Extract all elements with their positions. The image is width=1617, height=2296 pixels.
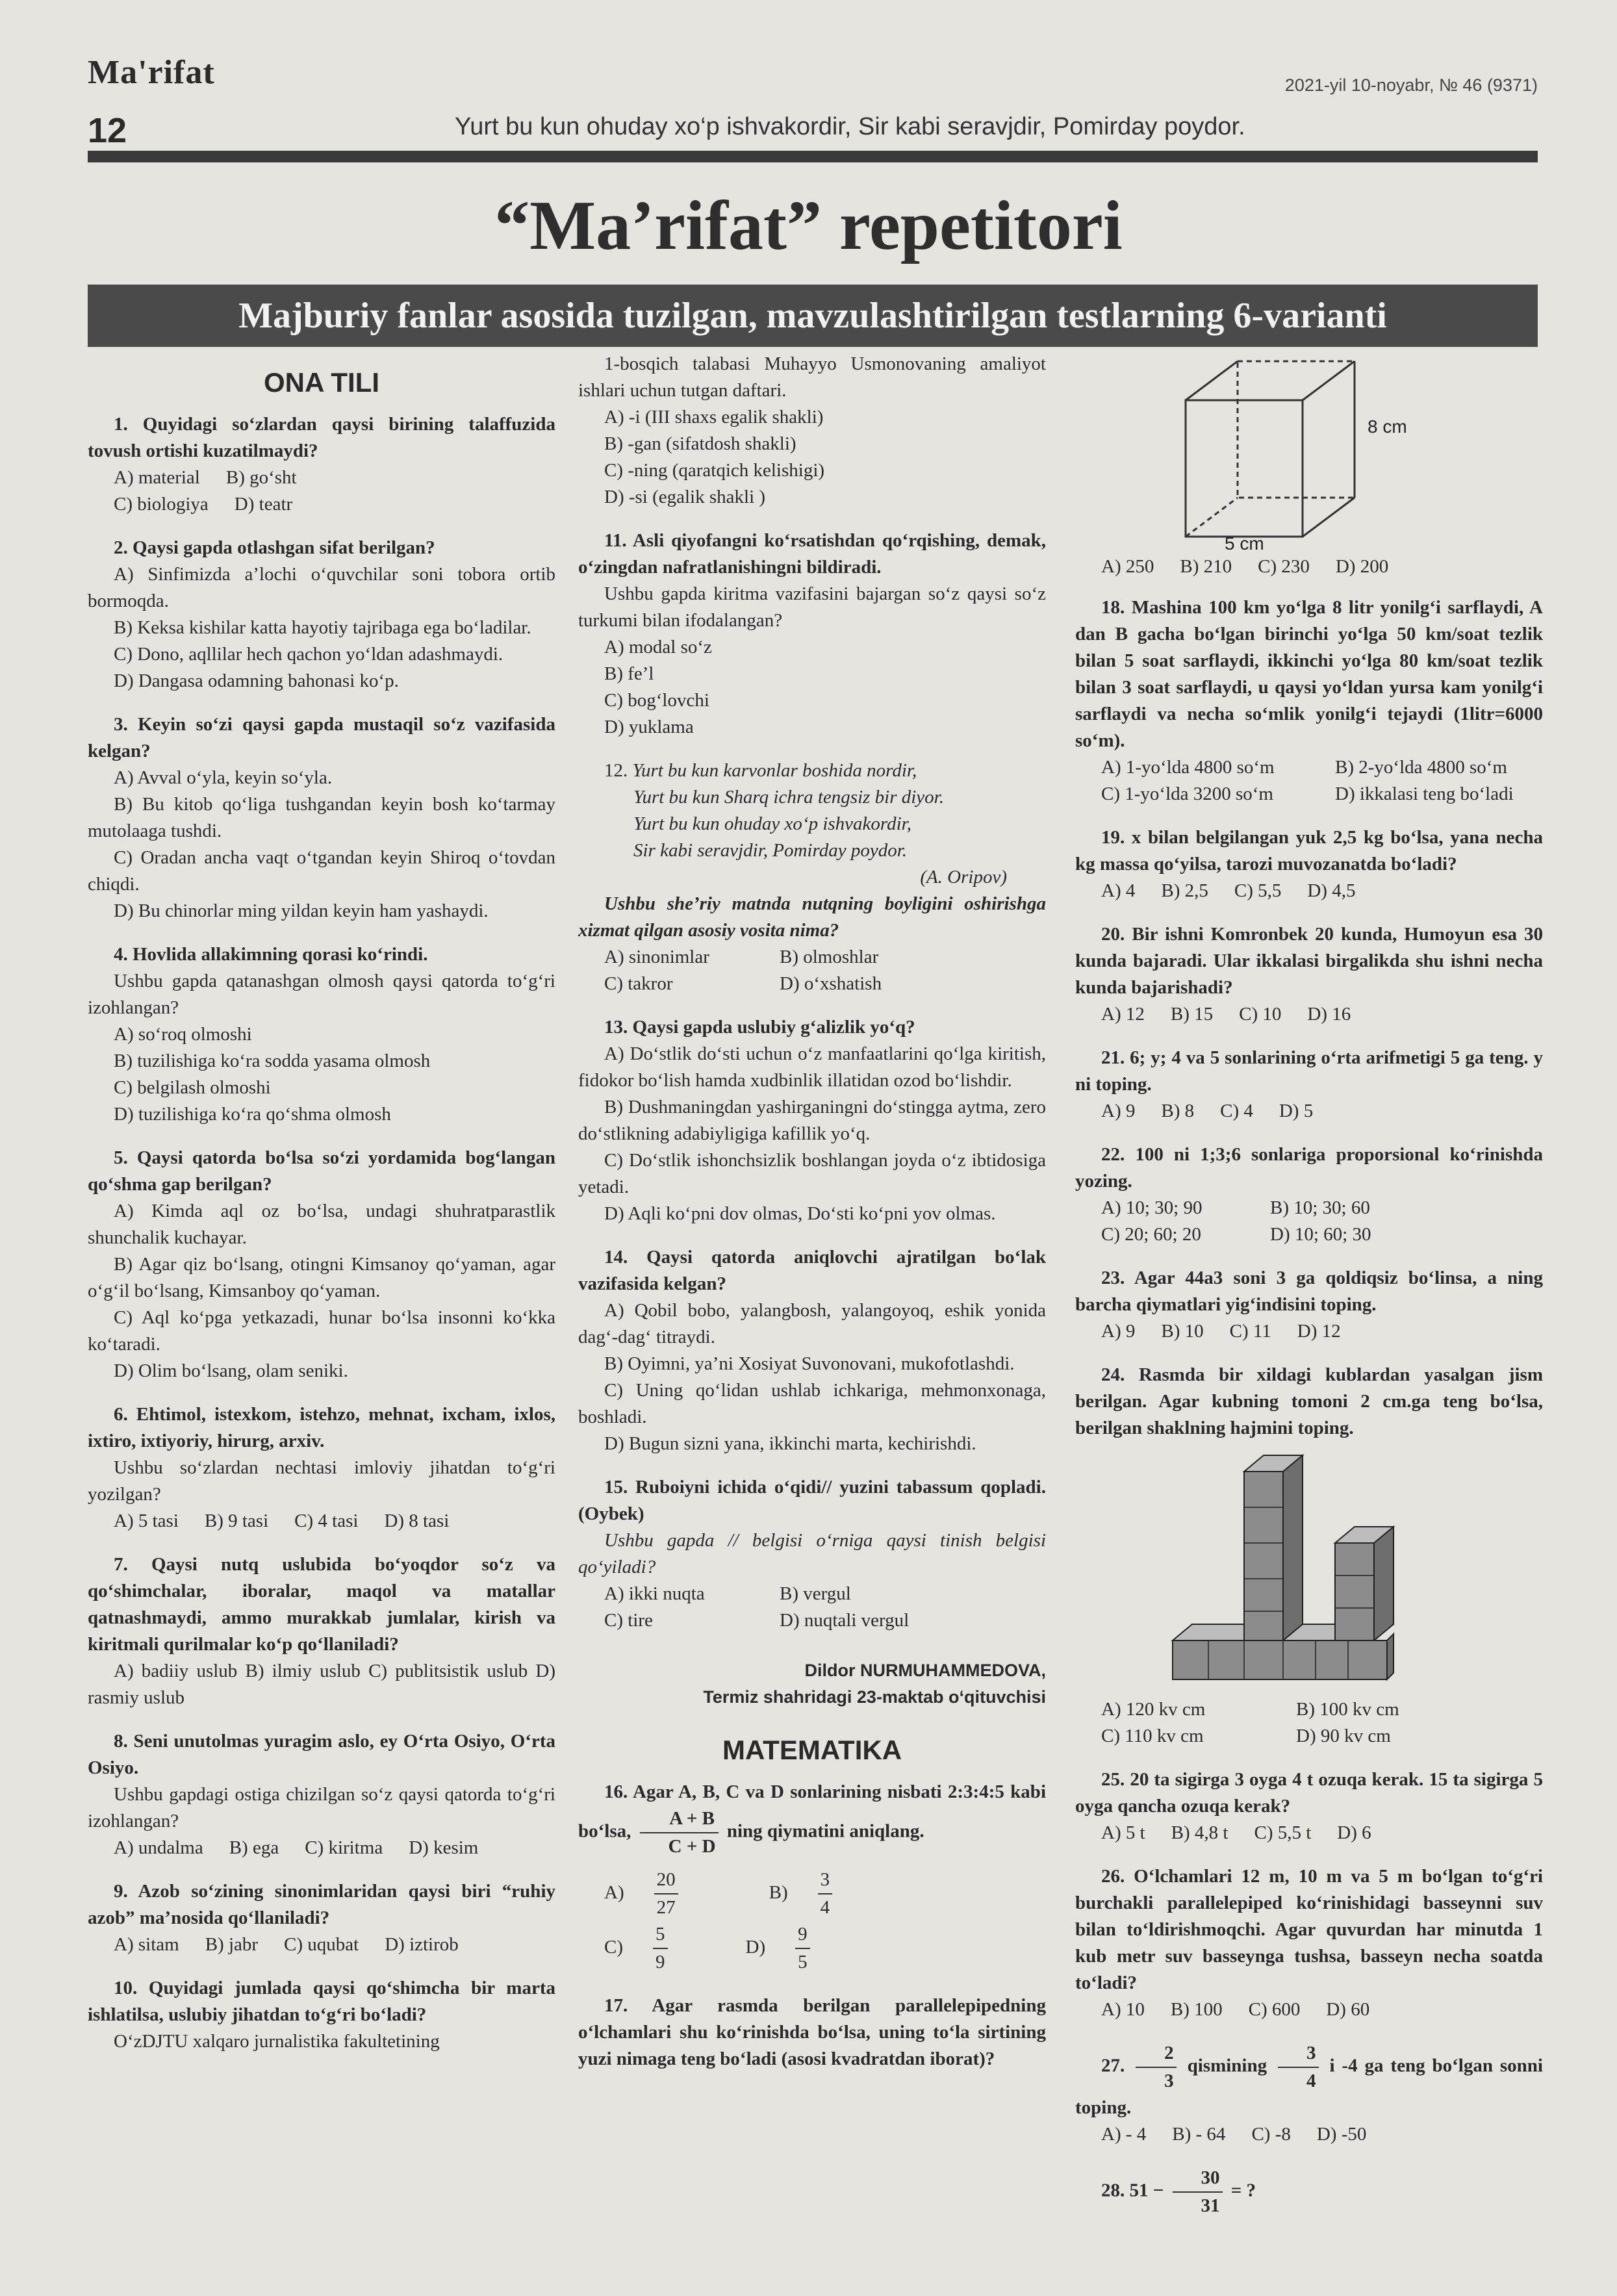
option: C) Uning qo‘lidan ushlab ichkariga, mehmonxonaga, boshladi.: [578, 1380, 1046, 1427]
option: B) - 64: [1172, 2124, 1226, 2145]
question-number: 12.: [604, 760, 628, 781]
question-text: 14. Qaysi qatorda aniqlovchi ajratilgan bo‘lak vazifasida kelgan?: [578, 1247, 1046, 1294]
option: D) 16: [1307, 1004, 1351, 1025]
option: A) Do‘stlik do‘sti uchun o‘z manfaatlarini qo‘lga kiritish, fidokor bo‘lish hamda xudbinlik illatidan ozod bo‘lishdir.: [578, 1043, 1046, 1091]
numerator: 3: [1278, 2040, 1319, 2068]
option: C) Aql ko‘pga yetkazadi, hunar bo‘lsa insonni ko‘kka ko‘taradi.: [88, 1307, 555, 1355]
option: A) - 4: [1101, 2124, 1147, 2145]
denominator: 27: [656, 1897, 676, 1918]
option: A) 10: [1101, 1999, 1145, 2020]
option: D) Olim bo‘lsang, olam seniki.: [114, 1360, 348, 1381]
box-height-label: 8 cm: [1368, 416, 1407, 437]
option: A) ikki nuqta: [604, 1583, 705, 1604]
question-text: 3. Keyin so‘zi qaysi gapda mustaqil so‘z vazifasida kelgan?: [88, 714, 555, 761]
option: D) Bugun sizni yana, ikkinchi marta, kechirishdi.: [604, 1433, 976, 1454]
column-3: [1075, 351, 1543, 2236]
question-20: [1075, 921, 1543, 1028]
option: B) Oyimni, ya’ni Xosiyat Suvonovani, mukofotlashdi.: [604, 1353, 1015, 1374]
question-7: [88, 1551, 555, 1711]
question-text: 10. Quyidagi jumlada qaysi qo‘shimcha bir marta ishlatilsa, uslubiy jihatdan to‘g‘ri bo‘ladi?: [88, 1978, 555, 2025]
question-11: [578, 528, 1046, 741]
box-width-label: 5 cm: [1225, 533, 1264, 550]
option: A) 5 t: [1101, 1822, 1145, 1843]
option-letter: A): [604, 1881, 624, 1903]
option: C) 4 tasi: [294, 1511, 359, 1531]
question-26: [1075, 1863, 1543, 2023]
column-2: [578, 351, 1046, 2089]
option: B) go‘sht: [225, 467, 297, 488]
option: C) -ning (qaratqich kelishigi): [604, 460, 825, 481]
denominator: 5: [798, 1952, 808, 1972]
option: C) 20; 60; 20: [1101, 1224, 1201, 1245]
question-text: 21. 6; y; 4 va 5 sonlarining o‘rta arifmetigi 5 ga teng. y ni toping.: [1075, 1047, 1543, 1095]
question-text: 18. Mashina 100 km yo‘lga 8 litr yonilg‘i sarflaydi, A dan B gacha bo‘lgan birinchi yo‘lga 50 km/soat tezlik bilan 5 soat sarflaydi, ikkinchi yo‘lga 80 km/soat tezlik bilan 3 soat sarflaydi, u qaysi yo‘ldan yursa kam yonilg‘i sarflaydi va necha so‘mlik yonilg‘i tejaydi (1litr=6000 so‘m).: [1075, 597, 1543, 751]
option: C) uqubat: [284, 1934, 359, 1955]
question-subtext: Ushbu she’riy matnda nutqning boyligini oshirishga xizmat qilgan asosiy vosita nima?: [578, 893, 1046, 941]
option: B) 10; 30; 60: [1270, 1197, 1370, 1218]
column-1: [88, 351, 555, 2072]
option: A) 120 kv cm: [1101, 1699, 1206, 1720]
option: A) Avval o‘yla, keyin so‘yla.: [114, 767, 333, 788]
question-text: qismining: [1187, 2055, 1267, 2076]
option: D) nuqtali vergul: [780, 1610, 910, 1631]
question-text: 25. 20 ta sigirga 3 oyga 4 t ozuqa kerak. 15 ta sigirga 5 oyga qancha ozuqa kerak?: [1075, 1769, 1543, 1817]
question-text: 11. Asli qiyofangni ko‘rsatishdan qo‘rqishing, demak, o‘zingdan nafratlanishingni bildiradi.: [578, 530, 1046, 578]
option: B) jabr: [205, 1934, 259, 1955]
denominator: 4: [1306, 2071, 1316, 2091]
question-text: 4. Hovlida allakimning qorasi ko‘rindi.: [114, 944, 428, 965]
question-24: [1075, 1362, 1543, 1750]
numerator: A + B: [640, 1805, 719, 1833]
option: C) 230: [1258, 556, 1310, 577]
header-rule: [88, 151, 1538, 162]
author-name: Dildor NURMUHAMMEDOVA,: [804, 1661, 1046, 1680]
question-6: [88, 1401, 555, 1535]
option: C) bog‘lovchi: [604, 690, 709, 711]
question-text: 28. 51 −: [1101, 2180, 1164, 2201]
option: D) ikkalasi teng bo‘ladi: [1335, 784, 1514, 804]
question-subtext: 1-bosqich talabasi Muhayyo Usmonovaning amaliyot ishlari uchun tutgan daftari.: [578, 353, 1046, 401]
question-2: [88, 535, 555, 695]
question-13: [578, 1014, 1046, 1227]
question-text: 1. Quyidagi so‘zlardan qaysi birining talaffuzida tovush ortishi kuzatilmaydi?: [88, 414, 555, 461]
option: B) 100 kv cm: [1296, 1699, 1399, 1720]
numerator: 5: [653, 1921, 668, 1949]
option: A) material: [114, 467, 200, 488]
option: B) 8: [1161, 1101, 1195, 1121]
option: C) takror: [604, 973, 673, 994]
option: A) modal so‘z: [604, 637, 712, 657]
option: D) -50: [1316, 2124, 1367, 2145]
poem-line: Yurt bu kun karvonlar boshida nordir,: [632, 760, 917, 781]
question-5: [88, 1145, 555, 1384]
question-text: 5. Qaysi qatorda bo‘lsa so‘zi yordamida bog‘langan qo‘shma gap berilgan?: [88, 1147, 555, 1195]
poem-line: Yurt bu kun ohuday xo‘p ishvakordir,: [633, 813, 912, 834]
option: A) sinonimlar: [604, 947, 709, 967]
question-subtext: Ushbu gapda kiritma vazifasini bajargan so‘z qaysi so‘z turkumi bilan ifodalangan?: [578, 583, 1046, 631]
question-text: 2. Qaysi gapda otlashgan sifat berilgan?: [114, 537, 435, 558]
option: D) 12: [1297, 1321, 1341, 1342]
option: C) 11: [1229, 1321, 1271, 1342]
option: D) Aqli ko‘pni dov olmas, Do‘sti ko‘pni yov olmas.: [604, 1203, 996, 1224]
option: D) teatr: [234, 494, 293, 515]
question-text: 23. Agar 44a3 soni 3 ga qoldiqsiz bo‘linsa, a ning barcha qiymatlari yig‘indisini toping.: [1075, 1268, 1543, 1315]
option: B) 15: [1170, 1004, 1214, 1025]
question-12: [578, 758, 1046, 997]
question-text: 19. x bilan belgilangan yuk 2,5 kg bo‘lsa, yana necha kg massa qo‘yilsa, tarozi muvozanatda bo‘ladi?: [1075, 827, 1543, 874]
question-subtext: O‘zDJTU xalqaro jurnalistika fakultetining: [114, 2031, 440, 2052]
question-22: [1075, 1142, 1543, 1248]
option: B) Bu kitob qo‘liga tushgandan keyin bosh ko‘tarmay mutolaaga tushdi.: [88, 794, 555, 841]
fraction: [640, 1805, 719, 1860]
question-17: [578, 1993, 1046, 2073]
option: A) undalma: [114, 1837, 203, 1858]
option: C) 4: [1220, 1101, 1253, 1121]
question-text-tail: i -4 ga teng bo‘lgan sonni toping.: [1075, 2055, 1543, 2118]
page-number: 12: [88, 111, 127, 150]
question-27: [1075, 2040, 1543, 2148]
numerator: 30: [1173, 2165, 1223, 2193]
option: B) 10: [1161, 1321, 1204, 1342]
poem-line: Yurt bu kun Sharq ichra tengsiz bir diyor.: [633, 787, 945, 808]
subtitle-banner: Majburiy fanlar asosida tuzilgan, mavzulashtirilgan testlarning 6-varianti: [88, 285, 1538, 347]
question-text: 7. Qaysi nutq uslubida bo‘yoqdor so‘z va qo‘shimchalar, iboralar, maqol va matallar qatnashmaydi, ammo murakkab jumlalar, kirish va kiritmali qurilmalar ko‘p qo‘llaniladi?: [88, 1554, 555, 1655]
numerator: 9: [795, 1921, 810, 1949]
question-1: [88, 411, 555, 518]
option: D) 200: [1335, 556, 1389, 577]
question-subtext: Ushbu gapdagi ostiga chizilgan so‘z qaysi qatorda to‘g‘ri izohlangan?: [88, 1784, 555, 1831]
option: B) 4,8 t: [1171, 1822, 1229, 1843]
question-14: [578, 1244, 1046, 1457]
header-motto: Yurt bu kun ohuday xo‘p ishvakordir, Sir kabi seravjdir, Pomirday poydor.: [455, 113, 1245, 140]
newspaper-logo: Ma'rifat: [88, 54, 215, 91]
section-title-matematika: MATEMATIKA: [722, 1735, 902, 1765]
question-15: [578, 1474, 1046, 1634]
question-text: 9. Azob so‘zining sinonimlaridan qaysi biri “ruhiy azob” ma’nosida qo‘llaniladi?: [88, 1881, 555, 1928]
option-letter: D): [745, 1936, 766, 1958]
question-text-tail: = ?: [1230, 2180, 1256, 2201]
option: C) -8: [1251, 2124, 1291, 2145]
options-line: A) badiiy uslub B) ilmiy uslub C) publitsistik uslub D) rasmiy uslub: [88, 1661, 555, 1708]
denominator: C + D: [668, 1836, 716, 1857]
option-letter: B): [769, 1881, 788, 1903]
question-subtext: Ushbu so‘zlardan nechtasi imloviy jihatdan to‘g‘ri yozilgan?: [88, 1457, 555, 1505]
option: A) sitam: [114, 1934, 179, 1955]
question-16: [578, 1779, 1046, 1976]
question-text: 20. Bir ishni Komronbek 20 kunda, Humoyun esa 30 kunda bajaradi. Ular ikkalasi birgalikda shu ishni necha kunda bajarishadi?: [1075, 924, 1543, 998]
option: C) 110 kv cm: [1101, 1726, 1204, 1746]
option: D) 6: [1337, 1822, 1371, 1843]
question-text: 6. Ehtimol, istexkom, istehzo, mehnat, ixcham, ixlos, ixtiro, ixtiyoriy, hirurg, arxiv.: [88, 1404, 555, 1451]
option: C) 600: [1248, 1999, 1301, 2020]
numerator: 2: [1136, 2040, 1177, 2068]
option: B) olmoshlar: [780, 947, 879, 967]
question-4: [88, 941, 555, 1128]
question-text: 17. Agar rasmda berilgan parallelepipedning o‘lchamlari shu ko‘rinishda bo‘lsa, uning to‘la sirtining yuzi nimaga teng bo‘ladi (asosi kvadratdan iborat)?: [578, 1995, 1046, 2069]
option: D) 10; 60; 30: [1270, 1224, 1371, 1245]
question-number: 27.: [1101, 2055, 1125, 2076]
option: A) -i (III shaxs egalik shakli): [604, 407, 824, 427]
question-25: [1075, 1767, 1543, 1846]
option: C) belgilash olmoshi: [114, 1077, 271, 1098]
question-text-tail: ning qiymatini aniqlang.: [726, 1820, 924, 1842]
option: C) 1-yo‘lda 3200 so‘m: [1101, 784, 1273, 804]
question-10: [88, 1975, 555, 2055]
option: D) 90 kv cm: [1296, 1726, 1391, 1746]
option: D) Bu chinorlar ming yildan keyin ham yashaydi.: [114, 900, 489, 921]
question-subtext: Ushbu gapda qatanashgan olmosh qaysi qatorda to‘g‘ri izohlangan?: [88, 971, 555, 1018]
question-text: 16. Agar A, B, C va D sonlarining nisbati 2:3:4:5 kabi bo‘lsa,: [578, 1781, 1046, 1842]
question-text: 13. Qaysi gapda uslubiy g‘alizlik yo‘q?: [604, 1017, 915, 1038]
question-21: [1075, 1045, 1543, 1125]
option: A) Kimda aql oz bo‘lsa, undagi shuhratparastlik shunchalik kuchayar.: [88, 1201, 555, 1248]
option: D) Dangasa odamning bahonasi ko‘p.: [114, 670, 399, 691]
option: B) 100: [1170, 1999, 1223, 2020]
denominator: 9: [656, 1952, 665, 1972]
question-text: 8. Seni unutolmas yuragim aslo, ey O‘rta Osiyo, O‘rta Osiyo.: [88, 1731, 555, 1778]
option: B) 210: [1180, 556, 1232, 577]
option: C) 10: [1239, 1004, 1282, 1025]
option: C) 5,5: [1234, 880, 1282, 901]
option: C) kiritma: [305, 1837, 383, 1858]
option: B) fe’l: [604, 663, 654, 684]
option: B) ega: [229, 1837, 279, 1858]
question-8: [88, 1728, 555, 1861]
numerator: 20: [654, 1867, 678, 1894]
denominator: 3: [1164, 2071, 1174, 2091]
question-text: 15. Ruboiyni ichida o‘qidi// yuzini tabassum qopladi. (Oybek): [578, 1477, 1046, 1524]
option: A) 5 tasi: [114, 1511, 179, 1531]
option: C) 5,5 t: [1254, 1822, 1312, 1843]
option: D) 8 tasi: [384, 1511, 450, 1531]
option: D) o‘xshatish: [780, 973, 882, 994]
option: D) 4,5: [1307, 880, 1356, 901]
section-title-ona-tili: ONA TILI: [263, 367, 380, 398]
option: A) 9: [1101, 1101, 1136, 1121]
question-28: [1075, 2165, 1543, 2219]
option: B) -gan (sifatdosh shakli): [604, 433, 796, 454]
author-school: Termiz shahridagi 23-maktab o‘qituvchisi: [703, 1687, 1046, 1707]
option: A) 10; 30; 90: [1101, 1197, 1203, 1218]
option: C) tire: [604, 1610, 653, 1631]
option: B) 2-yo‘lda 4800 so‘m: [1335, 757, 1507, 778]
parallelepiped-figure: [1173, 355, 1445, 550]
option: A) so‘roq olmoshi: [114, 1024, 252, 1045]
option: B) Keksa kishilar katta hayotiy tajribaga ega bo‘ladilar.: [114, 617, 531, 638]
question-text: 22. 100 ni 1;3;6 sonlariga proporsional ko‘rinishda yozing.: [1075, 1144, 1543, 1192]
option: C) biologiya: [114, 494, 209, 515]
question-text: 24. Rasmda bir xildagi kublardan yasalgan jism berilgan. Agar kubning tomoni 2 cm.ga teng bo‘lsa, berilgan shaklning hajmini toping.: [1075, 1364, 1543, 1438]
cubes-figure: [1160, 1446, 1458, 1692]
option: D) iztirob: [385, 1934, 459, 1955]
option: B) tuzilishiga ko‘ra sodda yasama olmosh: [114, 1051, 431, 1071]
option: B) 2,5: [1161, 880, 1208, 901]
question-10-continued: [578, 351, 1046, 511]
question-subtext: Ushbu gapda // belgisi o‘rniga qaysi tinish belgisi qo‘yiladi?: [578, 1530, 1046, 1577]
option: C) Oradan ancha vaqt o‘tgandan keyin Shiroq o‘tovdan chiqdi.: [88, 847, 555, 895]
numerator: 3: [818, 1867, 833, 1894]
option: D) -si (egalik shakli ): [604, 487, 766, 507]
option: C) Dono, aqllilar hech qachon yo‘ldan adashmaydi.: [114, 644, 503, 665]
option: D) kesim: [409, 1837, 479, 1858]
issue-info: 2021-yil 10-noyabr, № 46 (9371): [1284, 75, 1538, 95]
option: D) 5: [1279, 1101, 1314, 1121]
option: D) 60: [1326, 1999, 1370, 2020]
question-18: [1075, 594, 1543, 808]
option: D) tuzilishiga ko‘ra qo‘shma olmosh: [114, 1104, 391, 1125]
option: C) Do‘stlik ishonchsizlik boshlangan joyda o‘z ibtidosiga yetadi.: [578, 1150, 1046, 1197]
question-9: [88, 1878, 555, 1958]
option: A) 1-yo‘lda 4800 so‘m: [1101, 757, 1275, 778]
option: A) Sinfimizda a’lochi o‘quvchilar soni tobora ortib bormoqda.: [88, 564, 555, 611]
question-3: [88, 711, 555, 925]
option: A) 9: [1101, 1321, 1136, 1342]
question-text: 26. O‘lchamlari 12 m, 10 m va 5 m bo‘lgan to‘g‘ri burchakli parallelepiped ko‘rinishidagi basseynni suv bilan to‘ldirishmoqchi. Agar quvurdan har minutda 1 kub metr suv basseynga tushsa, basseyn necha soatda to‘ladi?: [1075, 1866, 1543, 1993]
option: B) vergul: [780, 1583, 851, 1604]
poem-line: Sir kabi seravjdir, Pomirday poydor.: [633, 840, 908, 861]
denominator: 4: [820, 1897, 830, 1918]
option: B) Dushmaningdan yashirganingni do‘stingga aytma, zero do‘stlikning adabiyligiga kafillik yo‘q.: [578, 1097, 1046, 1144]
option: A) 250: [1101, 556, 1154, 577]
option: D) yuklama: [604, 717, 694, 737]
option: A) Qobil bobo, yalangbosh, yalangoyoq, eshik yonida dag‘-dag‘ titraydi.: [578, 1300, 1046, 1347]
poem-author: (A. Oripov): [920, 867, 1007, 887]
option: A) 4: [1101, 880, 1136, 901]
denominator: 31: [1201, 2195, 1220, 2216]
question-23: [1075, 1265, 1543, 1345]
option: B) 9 tasi: [204, 1511, 269, 1531]
option-letter: C): [604, 1936, 623, 1958]
headline: “Ma’rifat” repetitori: [494, 187, 1123, 264]
question-19: [1075, 824, 1543, 904]
option: B) Agar qiz bo‘lsang, otingni Kimsanoy qo‘yaman, agar o‘g‘il bo‘lsang, Kimsanboy qo‘yaman.: [88, 1254, 555, 1301]
option: A) 12: [1101, 1004, 1145, 1025]
